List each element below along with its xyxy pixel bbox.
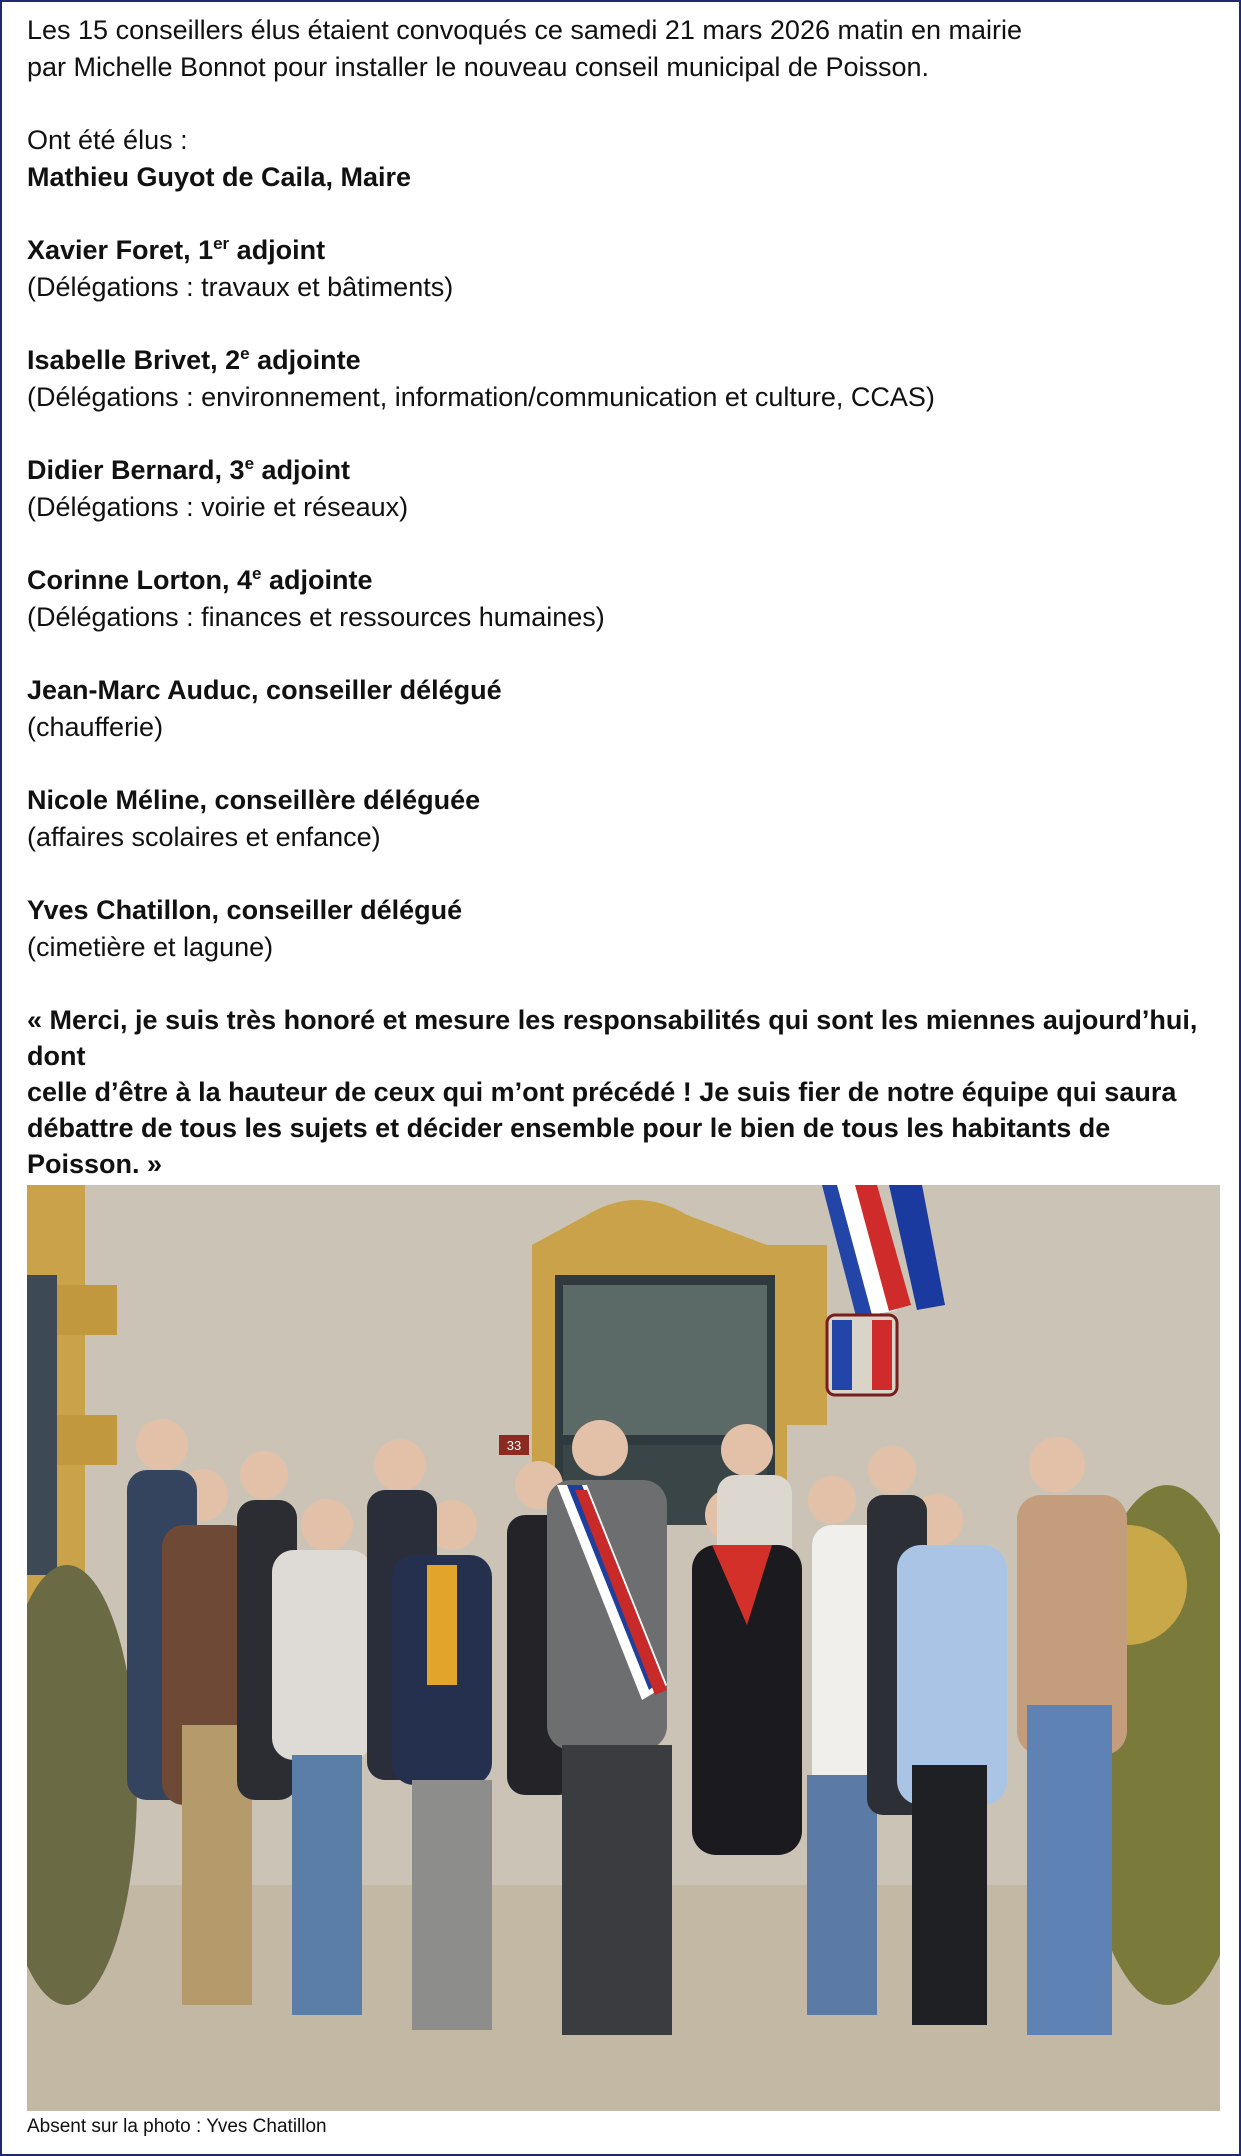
- intro-line-1: Les 15 conseillers élus étaient convoqués ce samedi 21 mars 2026 matin en mairie: [27, 15, 1023, 45]
- member-delegation: (chaufferie): [27, 712, 164, 742]
- intro-line-2: par Michelle Bonnot pour installer le nouveau conseil municipal de Poisson.: [27, 52, 930, 82]
- quote-line-3: débattre de tous les sujets et décider ensemble pour le bien de tous les habitants de Poisson. »: [27, 1113, 1111, 1179]
- member-delegation: (Délégations : finances et ressources humaines): [27, 602, 605, 632]
- member-delegation: (cimetière et lagune): [27, 932, 274, 962]
- member-name: Corinne Lorton, 4e adjointe: [27, 564, 373, 595]
- article-text: [27, 12, 1222, 1218]
- member-name: Yves Chatillon, conseiller délégué: [27, 895, 463, 925]
- member-name: Didier Bernard, 3e adjoint: [27, 454, 351, 485]
- member-name: Nicole Méline, conseillère déléguée: [27, 785, 481, 815]
- member-delegation: (Délégations : voirie et réseaux): [27, 492, 409, 522]
- door-number: 33: [506, 1438, 522, 1453]
- mayor-line: Mathieu Guyot de Caila, Maire: [27, 162, 412, 192]
- member-name: Isabelle Brivet, 2e adjointe: [27, 344, 361, 375]
- quote-line-2: celle d’être à la hauteur de ceux qui m’ont précédé ! Je suis fier de notre équipe qui saura: [27, 1077, 1177, 1107]
- member-name: Xavier Foret, 1er adjoint: [27, 234, 326, 265]
- group-photo: [27, 1185, 1220, 2111]
- member-delegation: (affaires scolaires et enfance): [27, 822, 381, 852]
- member-delegation: (Délégations : travaux et bâtiments): [27, 272, 454, 302]
- member-delegation: (Délégations : environnement, information/communication et culture, CCAS): [27, 382, 935, 412]
- elected-heading: Ont été élus :: [27, 125, 188, 155]
- photo-caption: Absent sur la photo : Yves Chatillon: [27, 2116, 327, 2137]
- member-name: Jean-Marc Auduc, conseiller délégué: [27, 675, 502, 705]
- quote-line-1: « Merci, je suis très honoré et mesure les responsabilités qui sont les miennes aujourd’hui, dont: [27, 1005, 1198, 1071]
